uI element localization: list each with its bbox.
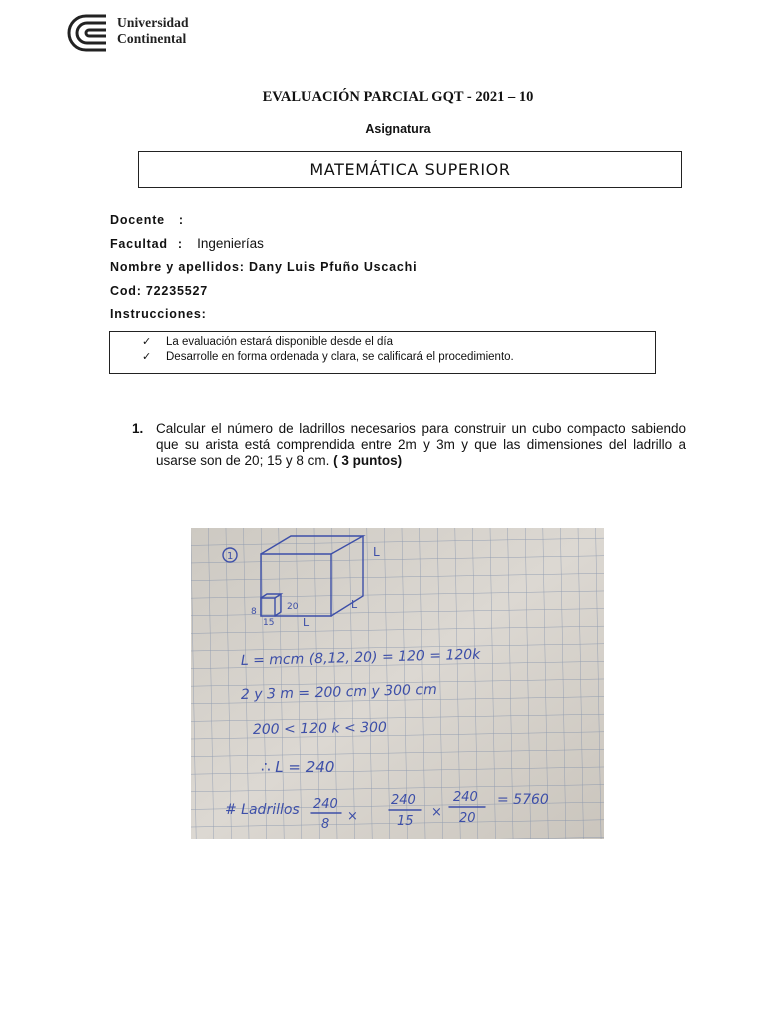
subject-label: Asignatura — [365, 122, 431, 136]
times-1: × — [347, 809, 358, 824]
question-number: 1. — [132, 421, 144, 436]
question-text-block — [156, 421, 686, 469]
handwritten-answer-photo — [191, 528, 604, 839]
fraction-3-denominator: 20 — [459, 811, 476, 826]
fraction-2-denominator: 15 — [397, 814, 414, 829]
work-line-2: 2 y 3 m = 200 cm y 300 cm — [240, 681, 437, 703]
facultad-row — [110, 236, 264, 251]
instruction-text: La evaluación estará disponible desde el día — [166, 336, 393, 348]
instruction-item — [142, 335, 655, 350]
work-line-3: 200 < 120 k < 300 — [252, 719, 388, 738]
fraction-3-numerator: 240 — [453, 790, 478, 805]
instruction-item — [142, 350, 655, 365]
times-2: × — [431, 805, 442, 820]
docente-separator: : — [178, 213, 184, 227]
label-brick-20: 20 — [287, 602, 299, 612]
subject-name: MATEMÁTICA SUPERIOR — [309, 160, 511, 179]
question-text: Calcular el número de ladrillos necesarios para construir un cubo compacto sabiendo que su arista está comprendida entre 2m y 3m y que las dimensiones del ladrillo a usarse son de 20; 15 y 8 cm. — [156, 421, 686, 468]
label-L-bottom: L — [303, 616, 310, 629]
exam-title: EVALUACIÓN PARCIAL GQT - 2021 – 10 — [262, 89, 534, 105]
fraction-1-numerator: 240 — [313, 797, 338, 812]
ladrillos-label: # Ladrillos — [225, 802, 300, 818]
university-logo — [66, 12, 196, 54]
facultad-separator: : — [177, 237, 183, 251]
subject-box — [138, 151, 682, 188]
instructions-label: Instrucciones: — [110, 307, 207, 321]
logo-text-continental: Continental — [117, 31, 187, 46]
university-logo-icon — [66, 12, 112, 54]
checkmark-icon: ✓ — [142, 351, 152, 363]
fraction-2-numerator: 240 — [391, 793, 416, 808]
facultad-label: Facultad — [110, 237, 168, 251]
instruction-text: Desarrolle en forma ordenada y clara, se calificará el procedimiento. — [166, 351, 514, 363]
instructions-box — [109, 331, 656, 374]
facultad-value: Ingenierías — [197, 236, 264, 251]
logo-text-universidad: Universidad — [117, 15, 189, 30]
label-brick-8: 8 — [251, 607, 257, 617]
work-line-1: L = mcm (8,12, 20) = 120 = 120k — [240, 646, 481, 669]
docente-row — [110, 212, 184, 227]
label-L-side: L — [351, 598, 358, 611]
question-1 — [132, 421, 686, 469]
question-points: ( 3 puntos) — [333, 453, 403, 468]
final-result: = 5760 — [497, 792, 549, 808]
student-name: Nombre y apellidos: Dany Luis Pfuño Uscachi — [110, 260, 418, 274]
student-code: Cod: 72235527 — [110, 284, 208, 298]
work-line-4: ∴ L = 240 — [261, 758, 335, 776]
checkmark-icon: ✓ — [142, 336, 152, 348]
label-L-top: L — [373, 545, 380, 559]
label-brick-15: 15 — [263, 618, 275, 628]
circled-number: 1 — [227, 551, 234, 562]
fraction-1-denominator: 8 — [321, 817, 330, 832]
docente-label: Docente — [110, 213, 165, 227]
